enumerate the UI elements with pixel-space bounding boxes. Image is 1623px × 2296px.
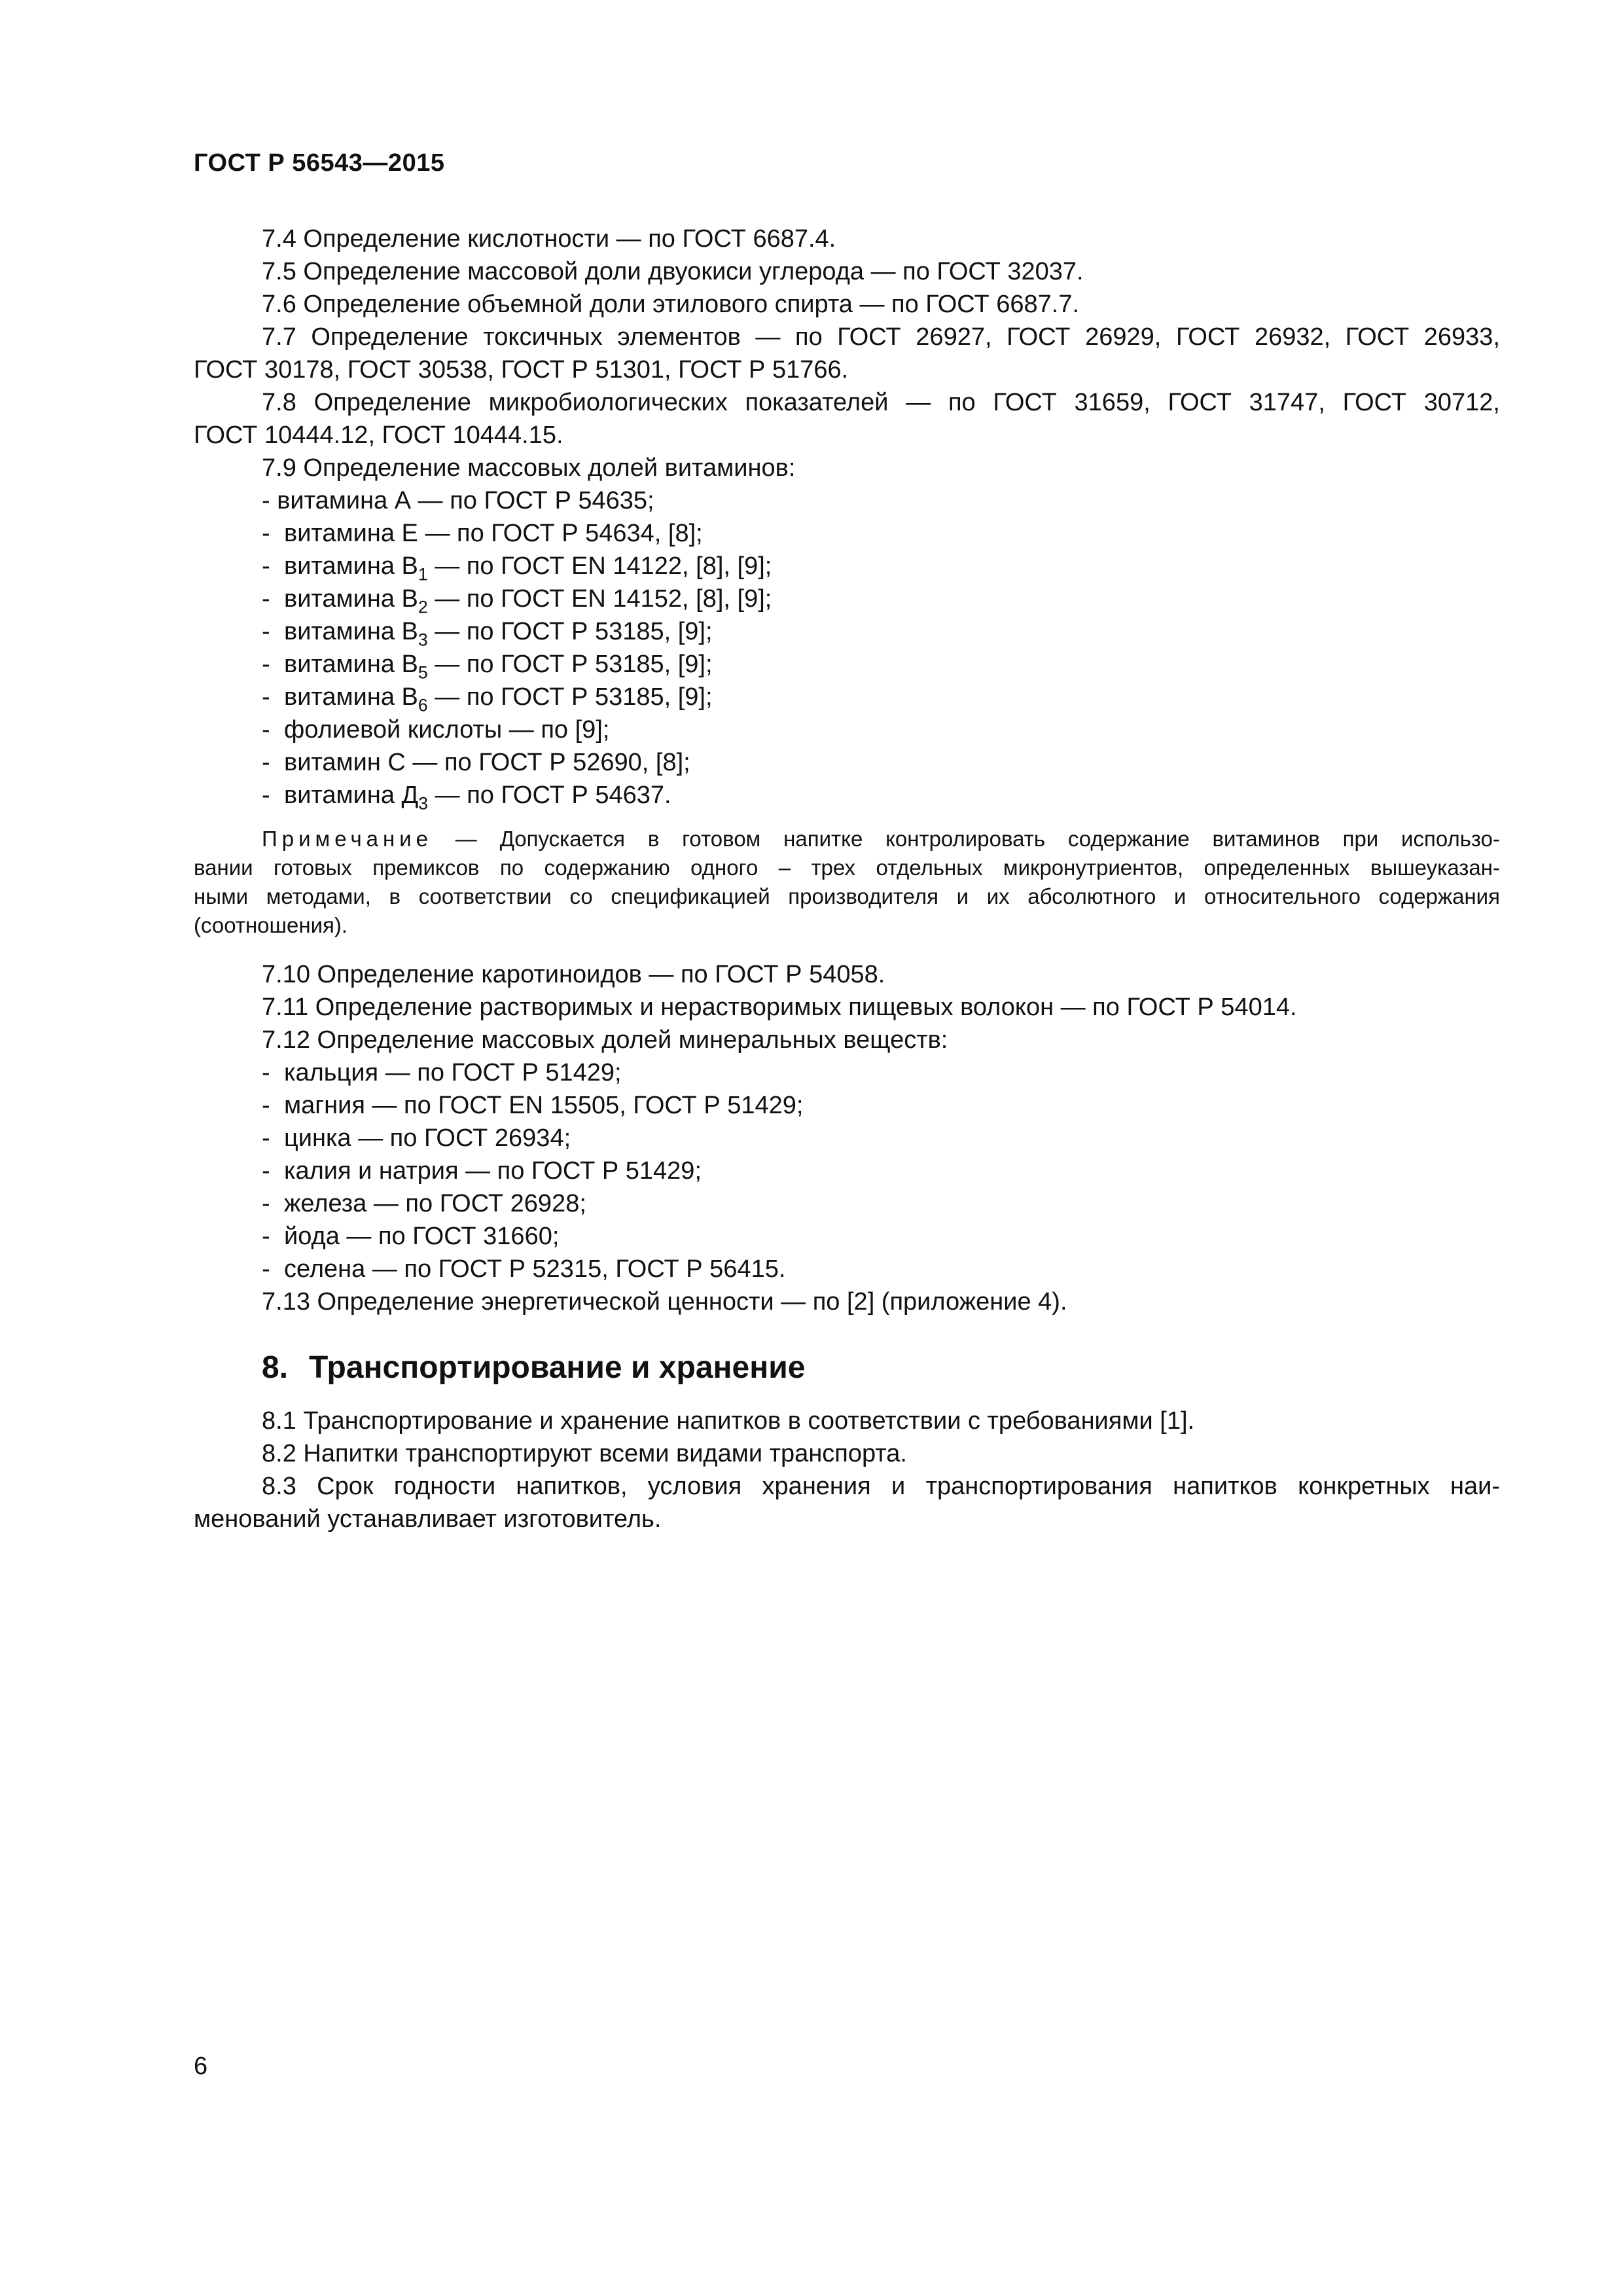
vitamin-b5-sub: 5	[418, 662, 428, 683]
note-line-3: ными методами, в соответствии со спецификацией производителя и их абсолютного и относительного содержания	[194, 884, 1500, 908]
document-body	[194, 223, 1500, 1535]
list-dash: -	[262, 651, 270, 678]
vitamin-e-text: витамина Е — по ГОСТ Р 54634, [8];	[284, 520, 703, 547]
vitamin-b6-post: — по ГОСТ Р 53185, [9];	[427, 683, 713, 711]
note-label: Примечание	[262, 827, 433, 851]
vitamin-b2-sub: 2	[418, 597, 428, 617]
clause-7-11: 7.11 Определение растворимых и нерастворимых пищевых волокон — по ГОСТ Р 54014.	[262, 994, 1297, 1021]
minerals-list	[194, 1056, 1500, 1285]
document-header: ГОСТ Р 56543—2015	[194, 149, 445, 177]
clause-7-5: 7.5 Определение массовой доли двуокиси углерода — по ГОСТ 32037.	[262, 258, 1084, 285]
list-item	[194, 1253, 1500, 1285]
vitamin-b3-pre: витамина В	[284, 618, 418, 645]
clause-7-9-title: 7.9 Определение массовых долей витаминов:	[262, 454, 796, 482]
note-line-2: вании готовых премиксов по содержанию одного – трех отдельных микронутриентов, определенных вышеуказан-	[194, 855, 1500, 880]
mineral-iron: железа — по ГОСТ 26928;	[284, 1190, 586, 1217]
vitamin-b5-pre: витамина В	[284, 651, 418, 678]
clause-7-10: 7.10 Определение каротиноидов — по ГОСТ Р 54058.	[262, 961, 885, 988]
list-dash: -	[262, 1124, 270, 1152]
section-8-title: Транспортирование и хранение	[309, 1350, 806, 1385]
vitamin-b5-item	[194, 648, 1500, 681]
clause-7-8-line-2: ГОСТ 10444.12, ГОСТ 10444.15.	[194, 422, 563, 449]
vitamin-b6-item	[194, 681, 1500, 713]
mineral-potassium-sodium: калия и натрия — по ГОСТ Р 51429;	[284, 1157, 702, 1185]
list-item	[194, 1187, 1500, 1220]
list-dash: -	[262, 1157, 270, 1185]
list-dash: -	[262, 1190, 270, 1217]
vitamin-a-item: - витамина А — по ГОСТ Р 54635;	[262, 487, 654, 514]
list-item	[194, 1155, 1500, 1187]
list-dash: -	[262, 1255, 270, 1283]
clause-7-13: 7.13 Определение энергетической ценности — по [2] (приложение 4).	[262, 1288, 1067, 1316]
clause-8-1: 8.1 Транспортирование и хранение напитков в соответствии с требованиями [1].	[262, 1407, 1195, 1435]
mineral-selenium: селена — по ГОСТ Р 52315, ГОСТ Р 56415.	[284, 1255, 786, 1283]
section-8-heading	[194, 1348, 1500, 1388]
clause-7-8-line-1: 7.8 Определение микробиологических показателей — по ГОСТ 31659, ГОСТ 31747, ГОСТ 30712,	[262, 389, 1500, 416]
list-dash: -	[262, 585, 270, 613]
vitamin-b1-pre: витамина В	[284, 552, 418, 580]
vitamin-b2-pre: витамина В	[284, 585, 418, 613]
clause-7-7-line-1: 7.7 Определение токсичных элементов — по ГОСТ 26927, ГОСТ 26929, ГОСТ 26932, ГОСТ 26933,	[262, 323, 1500, 351]
list-dash: -	[262, 1223, 270, 1250]
clause-7-4: 7.4 Определение кислотности — по ГОСТ 6687.4.	[262, 225, 836, 253]
list-item	[194, 1220, 1500, 1253]
vitamin-d3-item	[194, 779, 1500, 812]
mineral-calcium: кальция — по ГОСТ Р 51429;	[284, 1059, 622, 1086]
mineral-zinc: цинка — по ГОСТ 26934;	[284, 1124, 571, 1152]
note-line-1-text: — Допускается в готовом напитке контролировать содержание витаминов при использо-	[455, 827, 1500, 851]
list-dash: -	[262, 552, 270, 580]
list-dash: -	[262, 716, 270, 744]
note-block	[194, 825, 1500, 940]
vitamin-b2-post: — по ГОСТ EN 14152, [8], [9];	[427, 585, 772, 613]
vitamin-d3-post: — по ГОСТ Р 54637.	[428, 781, 671, 809]
vitamin-b6-sub: 6	[418, 695, 428, 715]
vitamin-b3-post: — по ГОСТ Р 53185, [9];	[427, 618, 713, 645]
folic-acid-text: фолиевой кислоты — по [9];	[284, 716, 610, 744]
list-item	[194, 1056, 1500, 1089]
list-dash: -	[262, 781, 270, 809]
mineral-iodine: йода — по ГОСТ 31660;	[284, 1223, 560, 1250]
clause-8-3-line-1: 8.3 Срок годности напитков, условия хранения и транспортирования напитков конкретных наи-	[262, 1473, 1500, 1500]
vitamin-b1-sub: 1	[418, 564, 428, 584]
vitamin-b5-post: — по ГОСТ Р 53185, [9];	[427, 651, 713, 678]
list-dash: -	[262, 520, 270, 547]
folic-acid-item	[194, 713, 1500, 746]
clause-8-2: 8.2 Напитки транспортируют всеми видами транспорта.	[262, 1440, 907, 1467]
vitamin-b3-sub: 3	[418, 630, 428, 650]
note-line-4: (соотношения).	[194, 913, 348, 937]
vitamin-b6-pre: витамина В	[284, 683, 418, 711]
list-dash: -	[262, 749, 270, 776]
vitamin-b2-item	[194, 583, 1500, 615]
vitamin-d3-pre: витамина Д	[284, 781, 419, 809]
page-number: 6	[194, 2053, 208, 2080]
section-8-number: 8.	[262, 1350, 289, 1385]
vitamin-c-text: витамин С — по ГОСТ Р 52690, [8];	[284, 749, 690, 776]
mineral-magnesium: магния — по ГОСТ EN 15505, ГОСТ Р 51429;	[284, 1092, 804, 1119]
vitamin-b1-item	[194, 550, 1500, 583]
list-dash: -	[262, 683, 270, 711]
list-item	[194, 1089, 1500, 1122]
vitamin-c-item	[194, 746, 1500, 779]
clause-7-6: 7.6 Определение объемной доли этилового спирта — по ГОСТ 6687.7.	[262, 291, 1080, 318]
clause-7-7-line-2: ГОСТ 30178, ГОСТ 30538, ГОСТ Р 51301, ГОСТ Р 51766.	[194, 356, 849, 384]
note-line-1	[194, 825, 1500, 853]
vitamin-b3-item	[194, 615, 1500, 648]
clause-8-3-line-2: менований устанавливает изготовитель.	[194, 1505, 662, 1533]
list-dash: -	[262, 618, 270, 645]
vitamin-d3-sub: 3	[418, 793, 429, 814]
list-dash: -	[262, 1059, 270, 1086]
vitamin-e-item	[194, 517, 1500, 550]
list-item	[194, 1122, 1500, 1155]
vitamin-b1-post: — по ГОСТ EN 14122, [8], [9];	[427, 552, 772, 580]
list-dash: -	[262, 1092, 270, 1119]
clause-7-12-title: 7.12 Определение массовых долей минеральных веществ:	[262, 1026, 948, 1054]
